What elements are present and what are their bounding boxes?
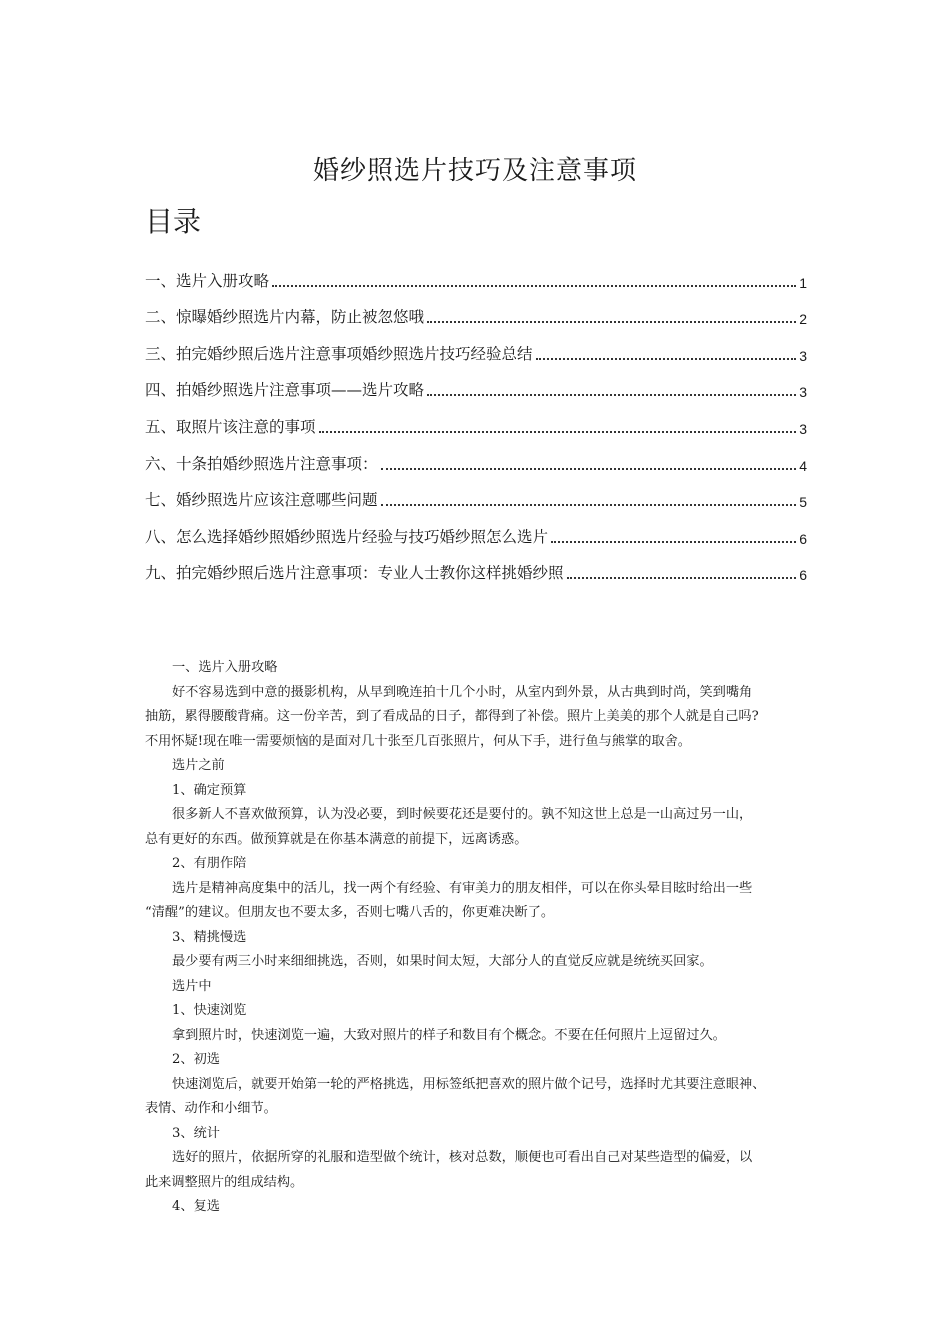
toc-heading: 目录 (145, 205, 202, 238)
subheading: 1、快速浏览 (172, 1003, 247, 1018)
paragraph-line: 总有更好的东西。做预算就是在你基本满意的前提下，远离诱惑。 (145, 831, 528, 847)
toc-leader (567, 576, 797, 579)
toc-entry-page: 2 (799, 311, 807, 328)
toc-leader (381, 467, 797, 470)
toc-entry-page: 6 (799, 567, 807, 584)
toc-entry-text: 七、婚纱照选片应该注意哪些问题 (145, 491, 378, 510)
toc-entry-text: 九、拍完婚纱照后选片注意事项：专业人士教你这样挑婚纱照 (145, 564, 564, 583)
toc-entry-text: 八、怎么选择婚纱照婚纱照选片经验与技巧婚纱照怎么选片 (145, 527, 549, 546)
document-title: 婚纱照选片技巧及注意事项 (312, 156, 637, 186)
toc-entry[interactable] (145, 510, 807, 547)
toc-entry[interactable] (145, 291, 807, 328)
toc-entry[interactable] (145, 400, 807, 437)
subheading: 选片之前 (172, 758, 225, 773)
paragraph-line: 最少要有两三小时来细细挑选，否则，如果时间太短，大部分人的直觉反应就是统统买回家。 (172, 954, 713, 969)
toc-entry-text: 五、取照片该注意的事项 (145, 417, 316, 436)
toc-leader (272, 284, 796, 287)
subheading: 2、初选 (172, 1052, 220, 1067)
subheading: 选片中 (172, 978, 212, 994)
toc-entry[interactable] (145, 364, 807, 401)
paragraph-line: 拿到照片时，快速浏览一遍，大致对照片的样子和数目有个概念。不要在任何照片上逗留过久。 (172, 1027, 726, 1043)
toc-leader (319, 430, 797, 433)
toc-entry-page: 3 (799, 420, 807, 437)
paragraph-line: 此来调整照片的组成结构。 (145, 1174, 304, 1190)
toc-entry-text: 三、拍完婚纱照后选片注意事项婚纱照选片技巧经验总结 (145, 344, 533, 363)
table-of-contents (145, 254, 807, 583)
toc-leader (551, 540, 796, 543)
subheading: 2、有朋作陪 (172, 856, 247, 871)
toc-entry[interactable] (145, 254, 807, 291)
paragraph-line: “清醒”的建议。但朋友也不要太多，否则七嘴八舌的，你更难决断了。 (145, 905, 555, 920)
subheading: 1、确定预算 (172, 782, 247, 798)
paragraph-line: 选片是精神高度集中的活儿，找一两个有经验、有审美力的朋友相伴，可以在你头晕目眩时给出一些 (172, 880, 753, 896)
toc-entry-text: 一、选片入册攻略 (145, 271, 270, 290)
paragraph-line: 好不容易选到中意的摄影机构，从早到晚连拍十几个小时，从室内到外景，从古典到时尚，笑到嘴角 (172, 684, 753, 700)
subheading: 3、统计 (172, 1125, 220, 1141)
paragraph-line: 很多新人不喜欢做预算，认为没必要，到时候要花还是要付的。孰不知这世上总是一山高过另一山， (172, 807, 753, 822)
toc-entry[interactable] (145, 474, 807, 511)
paragraph-line: 抽筋，累得腰酸背痛。这一份辛苦，到了看成品的日子，都得到了补偿。照片上美美的那个人就是自己吗? (145, 709, 759, 724)
paragraph-line: 不用怀疑!现在唯一需要烦恼的是面对几十张至几百张照片，何从下手，进行鱼与熊掌的取舍。 (145, 733, 691, 749)
toc-leader (381, 503, 797, 506)
toc-leader (427, 393, 796, 396)
section-heading: 一、选片入册攻略 (172, 660, 278, 675)
toc-entry[interactable] (145, 327, 807, 364)
paragraph-line: 选好的照片，依据所穿的礼服和造型做个统计，核对总数，顺便也可看出自己对某些造型的偏爱，以 (172, 1150, 753, 1165)
subheading: 4、复选 (172, 1199, 220, 1214)
toc-entry-text: 二、惊曝婚纱照选片内幕，防止被忽悠哦 (145, 308, 425, 327)
toc-entry-page: 3 (799, 384, 807, 401)
toc-entry[interactable] (145, 437, 807, 474)
paragraph-line: 快速浏览后，就要开始第一轮的严格挑选，用标签纸把喜欢的照片做个记号，选择时尤其要注意眼神、 (172, 1076, 766, 1092)
toc-entry-page: 6 (799, 530, 807, 547)
toc-entry-page: 1 (799, 274, 807, 291)
toc-leader (536, 357, 797, 360)
toc-entry[interactable] (145, 547, 807, 584)
toc-entry-page: 3 (799, 347, 807, 364)
paragraph-line: 表情、动作和小细节。 (145, 1101, 277, 1116)
toc-entry-text: 四、拍婚纱照选片注意事项——选片攻略 (145, 381, 425, 400)
toc-entry-text: 六、十条拍婚纱照选片注意事项： (145, 454, 378, 473)
toc-leader (427, 320, 796, 323)
subheading: 3、精挑慢选 (172, 929, 247, 945)
document-body (145, 656, 815, 1220)
toc-entry-page: 5 (799, 494, 807, 511)
toc-entry-page: 4 (799, 457, 807, 474)
